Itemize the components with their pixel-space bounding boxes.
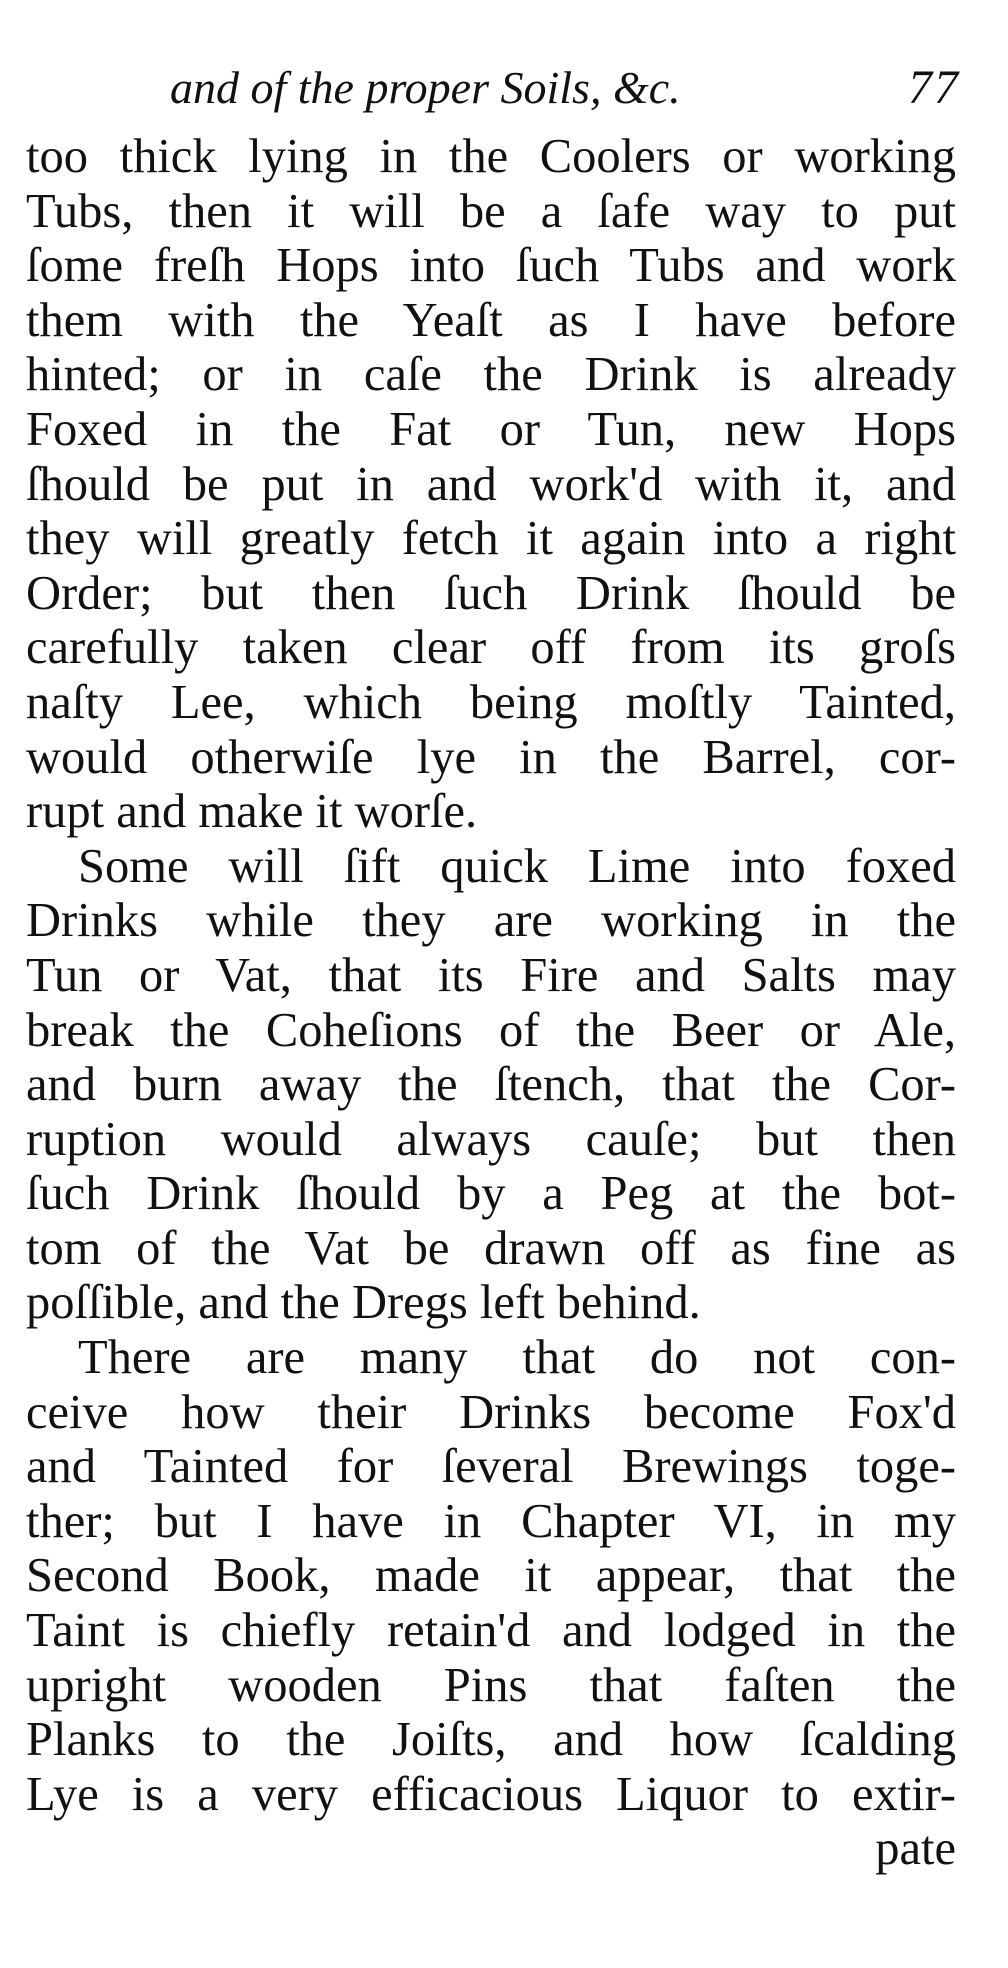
paragraph-start-line: There are many that do not con- xyxy=(78,1331,956,1385)
text-line: ſhould be put in and work'd with it, and xyxy=(26,457,956,511)
text-line: Taint is chiefly retain'd and lodged in the xyxy=(26,1604,956,1658)
catchword: pate xyxy=(875,1822,956,1876)
text-line: Second Book, made it appear, that the xyxy=(26,1549,956,1603)
paragraph-end-line: rupt and make it worſe. xyxy=(26,785,478,839)
text-line: upright wooden Pins that faſten the xyxy=(26,1658,956,1712)
text-line: Tubs, then it will be a ſafe way to put xyxy=(26,184,956,238)
text-line: break the Coheſions of the Beer or Ale, xyxy=(26,1003,956,1057)
text-line: tom of the Vat be drawn off as fine as xyxy=(26,1221,956,1275)
paragraph-start-line: Some will ſift quick Lime into foxed xyxy=(78,839,956,893)
text-line: Planks to the Joiſts, and how ſcalding xyxy=(26,1713,956,1767)
text-line: ther; but I have in Chapter VI, in my xyxy=(26,1494,956,1548)
text-line: carefully taken clear off from its groſs xyxy=(26,621,956,675)
text-line: naſty Lee, which being moſtly Tainted, xyxy=(26,675,956,729)
text-line: would otherwiſe lye in the Barrel, cor- xyxy=(26,730,956,784)
text-line: they will greatly fetch it again into a right xyxy=(26,512,956,566)
text-line: ruption would always cauſe; but then xyxy=(26,1112,956,1166)
text-line: Foxed in the Fat or Tun, new Hops xyxy=(26,402,956,456)
text-line: them with the Yeaſt as I have before xyxy=(26,293,956,347)
page-number: 77 xyxy=(908,61,960,114)
text-line: and Tainted for ſeveral Brewings toge- xyxy=(26,1440,956,1494)
text-line: ſuch Drink ſhould by a Peg at the bot- xyxy=(26,1167,956,1221)
running-title: and of the proper Soils, &c. xyxy=(170,62,681,113)
text-line: Tun or Vat, that its Fire and Salts may xyxy=(26,948,956,1002)
text-line: too thick lying in the Coolers or working xyxy=(26,130,956,183)
text-line: Order; but then ſuch Drink ſhould be xyxy=(26,566,956,620)
text-line: hinted; or in caſe the Drink is already xyxy=(26,348,956,402)
body-text xyxy=(26,130,956,1877)
paragraph-end-line: poſſible, and the Dregs left behind. xyxy=(26,1276,701,1330)
text-line: ceive how their Drinks become Fox'd xyxy=(26,1385,956,1439)
running-head xyxy=(170,58,960,118)
text-line: Lye is a very efficacious Liquor to extir- xyxy=(26,1767,956,1821)
text-line: ſome freſh Hops into ſuch Tubs and work xyxy=(26,239,956,293)
text-line: and burn away the ſtench, that the Cor- xyxy=(26,1058,956,1112)
text-line: Drinks while they are working in the xyxy=(26,894,956,948)
